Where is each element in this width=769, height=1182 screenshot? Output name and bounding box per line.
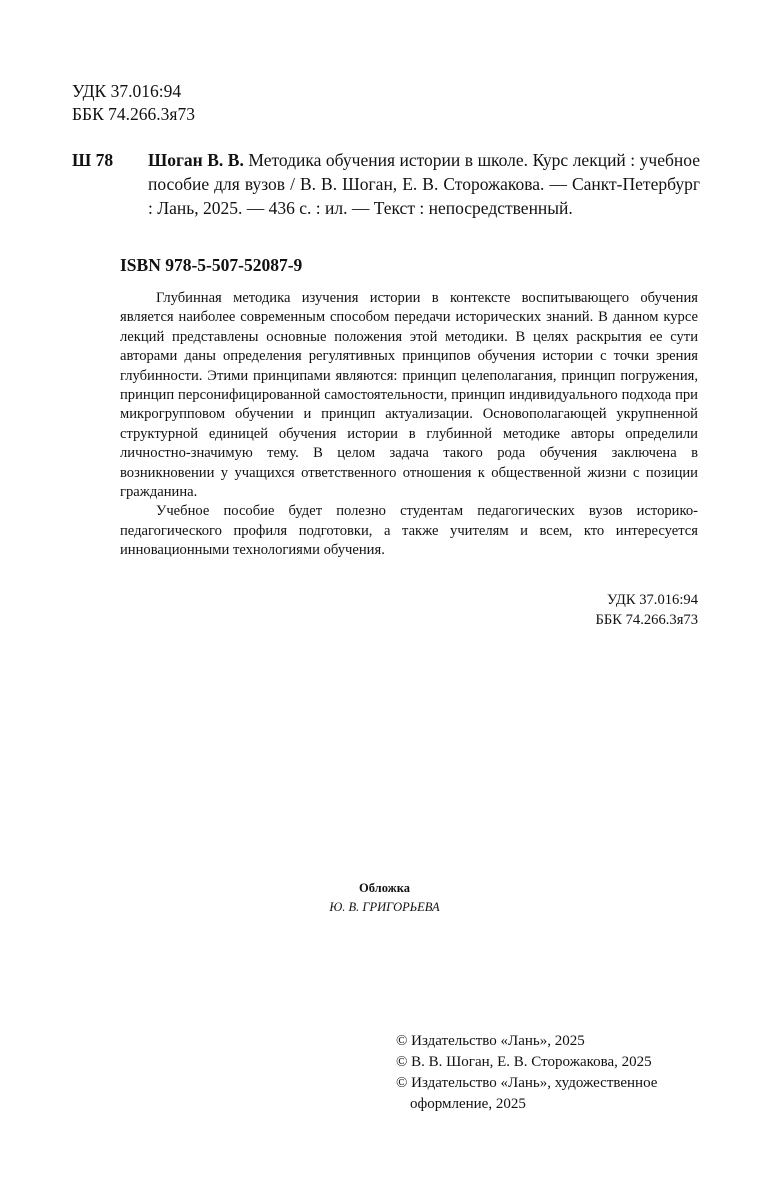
bbk-code: ББК 74.266.3я73 <box>72 104 195 124</box>
description-text: Методика обучения истории в школе. Курс лекций : учебное пособие для вузов / В. В. Шоган, Е. В. Сторожакова. — Санкт-Петербург : Лань, 2025. — 436 с. : ил. — Текст : непосредственный. <box>148 150 700 218</box>
udk-code: УДК 37.016:94 <box>72 81 182 101</box>
abstract-paragraph: Учебное пособие будет полезно студентам педагогических вузов историко-педагогического профиля подготовки, а также учителям и всем, кто интересуется инновационными технологиями обучения. <box>120 503 698 559</box>
cover-credit <box>0 879 769 917</box>
classification-header <box>72 80 195 126</box>
catalog-entry <box>72 148 700 220</box>
cover-designer: Ю. В. ГРИГОРЬЕВА <box>329 900 440 914</box>
copyright-line: © В. В. Шоган, Е. В. Сторожакова, 2025 <box>396 1054 652 1070</box>
copyright-line: © Издательство «Лань», художественное <box>396 1075 658 1091</box>
isbn: ISBN 978-5-507-52087-9 <box>120 255 303 275</box>
bibliographic-description <box>148 148 700 220</box>
classification-footer <box>595 590 698 630</box>
copyright-line-continuation: оформление, 2025 <box>410 1096 526 1112</box>
abstract <box>120 289 698 561</box>
copyright-line: © Издательство «Лань», 2025 <box>396 1033 585 1049</box>
bbk-code-footer: ББК 74.266.3я73 <box>595 612 698 628</box>
cover-title: Обложка <box>359 881 410 895</box>
author-mark: Ш 78 <box>72 150 114 170</box>
abstract-paragraph: Глубинная методика изучения истории в контексте воспитывающего обучения является наиболее современным способом передачи исторических знаний. В данном курсе лекций представлены основные положения этой методики. В целях раскрытия ее сути авторами даны определения регулятивных принципов обучения истории с точки зрения глубинности. Этими принципами являются: принцип целеполагания, принцип погружения, принцип персонифицированной самостоятельности, принцип индивидуального подхода при микрогрупповом обучении и принцип актуализации. Основополагающей укрупненной структурной единицей обучения истории в глубинной методике авторы определили личностно-значимую тему. В целом задача такого рода обучения заключена в возникновении у учащихся ответственного отношения к общественной жизни с позиции гражданина. <box>120 290 698 501</box>
udk-code-footer: УДК 37.016:94 <box>607 592 698 608</box>
author-name: Шоган В. В. <box>148 150 244 170</box>
copyright-block <box>396 1031 657 1115</box>
